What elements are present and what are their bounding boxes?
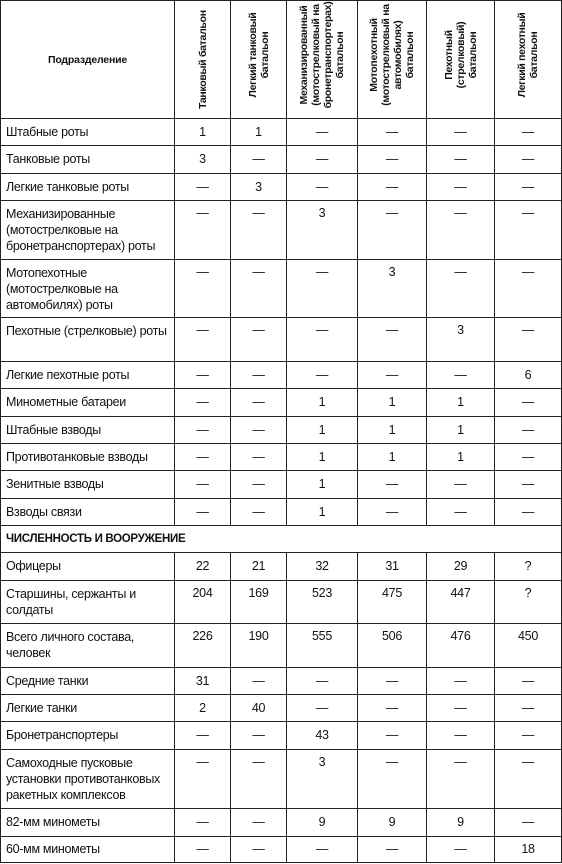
- cell: —: [495, 200, 562, 259]
- cell: —: [427, 119, 495, 146]
- table-row: [1, 553, 562, 580]
- cell: —: [358, 694, 427, 721]
- cell: —: [427, 749, 495, 809]
- header-label: Механизированный (мотострелковый на бронетранспортерах) батальон: [298, 1, 346, 109]
- cell: —: [495, 471, 562, 498]
- cell: 21: [231, 553, 287, 580]
- cell: 43: [287, 722, 358, 749]
- table-row: [1, 809, 562, 836]
- cell: 1: [427, 443, 495, 470]
- table-row: [1, 498, 562, 525]
- cell: —: [175, 259, 231, 318]
- cell: —: [495, 809, 562, 836]
- row-label: Средние танки: [1, 667, 175, 694]
- cell: 32: [287, 553, 358, 580]
- row-label: Зенитные взводы: [1, 471, 175, 498]
- cell: 3: [287, 749, 358, 809]
- cell: —: [231, 361, 287, 388]
- cell: —: [175, 809, 231, 836]
- row-label: 60-мм минометы: [1, 836, 175, 862]
- table-row: [1, 471, 562, 498]
- cell: —: [175, 361, 231, 388]
- row-label: Танковые роты: [1, 146, 175, 173]
- cell: 476: [427, 624, 495, 668]
- cell: —: [358, 146, 427, 173]
- cell: 3: [358, 259, 427, 318]
- cell: —: [231, 146, 287, 173]
- row-label: Противотанковые взводы: [1, 443, 175, 470]
- cell: 1: [358, 416, 427, 443]
- header-tank-battalion: [175, 1, 231, 119]
- row-label: Мотопехотные (мотострелковые на автомобилях) роты: [1, 259, 175, 318]
- cell: 1: [427, 389, 495, 416]
- cell: —: [495, 443, 562, 470]
- cell: —: [287, 836, 358, 862]
- row-label: Легкие танковые роты: [1, 173, 175, 200]
- row-label: Пехотные (стрелковые) роты: [1, 318, 175, 362]
- cell: 18: [495, 836, 562, 862]
- cell: —: [231, 667, 287, 694]
- cell: —: [287, 173, 358, 200]
- row-label: Легкие пехотные роты: [1, 361, 175, 388]
- cell: —: [287, 667, 358, 694]
- cell: —: [427, 146, 495, 173]
- cell: ?: [495, 553, 562, 580]
- cell: —: [231, 200, 287, 259]
- header-infantry-battalion: [427, 1, 495, 119]
- cell: 523: [287, 580, 358, 624]
- cell: 1: [358, 443, 427, 470]
- table-row: [1, 749, 562, 809]
- cell: 169: [231, 580, 287, 624]
- cell: —: [495, 259, 562, 318]
- cell: 3: [231, 173, 287, 200]
- header-label: Пехотный (стрелковый) батальон: [442, 21, 479, 89]
- row-label: Легкие танки: [1, 694, 175, 721]
- cell: —: [427, 361, 495, 388]
- table-row: [1, 836, 562, 862]
- cell: 31: [358, 553, 427, 580]
- table-row: [1, 318, 562, 362]
- row-label: Взводы связи: [1, 498, 175, 525]
- cell: —: [287, 259, 358, 318]
- table-row: [1, 173, 562, 200]
- cell: 22: [175, 553, 231, 580]
- cell: 226: [175, 624, 231, 668]
- cell: —: [231, 471, 287, 498]
- cell: —: [287, 694, 358, 721]
- cell: 9: [427, 809, 495, 836]
- cell: —: [358, 119, 427, 146]
- cell: —: [231, 318, 287, 362]
- cell: —: [495, 749, 562, 809]
- cell: —: [495, 416, 562, 443]
- cell: 1: [287, 443, 358, 470]
- cell: —: [231, 443, 287, 470]
- cell: —: [495, 667, 562, 694]
- cell: —: [231, 498, 287, 525]
- cell: —: [175, 443, 231, 470]
- table-row: [1, 580, 562, 624]
- row-label: Механизированные (мотострелковые на бронетранспортерах) роты: [1, 200, 175, 259]
- table-row: [1, 416, 562, 443]
- cell: —: [358, 471, 427, 498]
- cell: —: [495, 498, 562, 525]
- table-row: [1, 389, 562, 416]
- table-row: [1, 361, 562, 388]
- cell: —: [175, 389, 231, 416]
- cell: —: [427, 722, 495, 749]
- cell: 1: [287, 498, 358, 525]
- table-row: [1, 119, 562, 146]
- table-row: [1, 624, 562, 668]
- cell: —: [358, 749, 427, 809]
- cell: 2: [175, 694, 231, 721]
- cell: —: [358, 200, 427, 259]
- row-label: Старшины, сержанты и солдаты: [1, 580, 175, 624]
- row-label: 82-мм минометы: [1, 809, 175, 836]
- cell: 450: [495, 624, 562, 668]
- row-label: Штабные взводы: [1, 416, 175, 443]
- row-label: Самоходные пусковые установки противотанковых ракетных комплексов: [1, 749, 175, 809]
- header-unit: Подразделение: [1, 1, 175, 119]
- cell: —: [495, 694, 562, 721]
- header-label: Легкий пехотный батальон: [516, 12, 540, 98]
- cell: 447: [427, 580, 495, 624]
- table-row: [1, 694, 562, 721]
- section-row: [1, 525, 562, 552]
- section-title: ЧИСЛЕННОСТЬ И ВООРУЖЕНИЕ: [1, 525, 562, 552]
- cell: —: [427, 667, 495, 694]
- cell: 190: [231, 624, 287, 668]
- header-label: Танковый батальон: [196, 10, 209, 109]
- cell: 29: [427, 553, 495, 580]
- cell: 204: [175, 580, 231, 624]
- cell: —: [175, 722, 231, 749]
- table-row: [1, 667, 562, 694]
- row-label: Бронетранспортеры: [1, 722, 175, 749]
- cell: 9: [287, 809, 358, 836]
- cell: 1: [358, 389, 427, 416]
- row-label: Минометные батареи: [1, 389, 175, 416]
- table-row: [1, 722, 562, 749]
- cell: 1: [231, 119, 287, 146]
- cell: —: [231, 259, 287, 318]
- cell: —: [427, 836, 495, 862]
- cell: 3: [287, 200, 358, 259]
- header-mechanized-battalion: [287, 1, 358, 119]
- cell: —: [358, 722, 427, 749]
- cell: —: [358, 836, 427, 862]
- cell: —: [427, 471, 495, 498]
- table-row: [1, 443, 562, 470]
- cell: —: [358, 498, 427, 525]
- cell: 1: [287, 389, 358, 416]
- row-label: Штабные роты: [1, 119, 175, 146]
- cell: —: [495, 173, 562, 200]
- cell: 555: [287, 624, 358, 668]
- header-label: Легкий танковый батальон: [246, 12, 271, 98]
- row-label: Всего личного состава, человек: [1, 624, 175, 668]
- cell: —: [495, 318, 562, 362]
- row-label: Офицеры: [1, 553, 175, 580]
- header-motorized-battalion: [358, 1, 427, 119]
- cell: —: [427, 259, 495, 318]
- cell: —: [231, 836, 287, 862]
- cell: —: [495, 146, 562, 173]
- cell: —: [287, 119, 358, 146]
- cell: —: [287, 146, 358, 173]
- cell: —: [427, 498, 495, 525]
- cell: —: [175, 749, 231, 809]
- cell: —: [495, 119, 562, 146]
- cell: —: [231, 722, 287, 749]
- cell: ?: [495, 580, 562, 624]
- cell: 1: [287, 416, 358, 443]
- cell: —: [231, 389, 287, 416]
- cell: —: [175, 318, 231, 362]
- table-row: [1, 259, 562, 318]
- header-label: Мотопехотный (мотострелковый на автомобилях) батальон: [368, 4, 416, 106]
- cell: —: [231, 809, 287, 836]
- cell: —: [175, 416, 231, 443]
- cell: —: [427, 694, 495, 721]
- cell: 3: [427, 318, 495, 362]
- cell: 506: [358, 624, 427, 668]
- cell: —: [427, 173, 495, 200]
- cell: 40: [231, 694, 287, 721]
- cell: —: [495, 389, 562, 416]
- cell: 6: [495, 361, 562, 388]
- cell: 31: [175, 667, 231, 694]
- header-row: [1, 1, 562, 119]
- cell: —: [231, 749, 287, 809]
- cell: —: [358, 667, 427, 694]
- cell: 475: [358, 580, 427, 624]
- cell: —: [175, 173, 231, 200]
- cell: —: [231, 416, 287, 443]
- cell: —: [358, 361, 427, 388]
- header-light-infantry-battalion: [495, 1, 562, 119]
- cell: —: [175, 200, 231, 259]
- cell: 1: [175, 119, 231, 146]
- cell: —: [427, 200, 495, 259]
- cell: —: [175, 836, 231, 862]
- cell: 1: [427, 416, 495, 443]
- cell: —: [287, 361, 358, 388]
- cell: 1: [287, 471, 358, 498]
- table-row: [1, 146, 562, 173]
- cell: —: [358, 173, 427, 200]
- cell: —: [287, 318, 358, 362]
- cell: 3: [175, 146, 231, 173]
- header-light-tank-battalion: [231, 1, 287, 119]
- table-row: [1, 200, 562, 259]
- cell: —: [358, 318, 427, 362]
- cell: —: [175, 498, 231, 525]
- cell: —: [495, 722, 562, 749]
- cell: —: [175, 471, 231, 498]
- cell: 9: [358, 809, 427, 836]
